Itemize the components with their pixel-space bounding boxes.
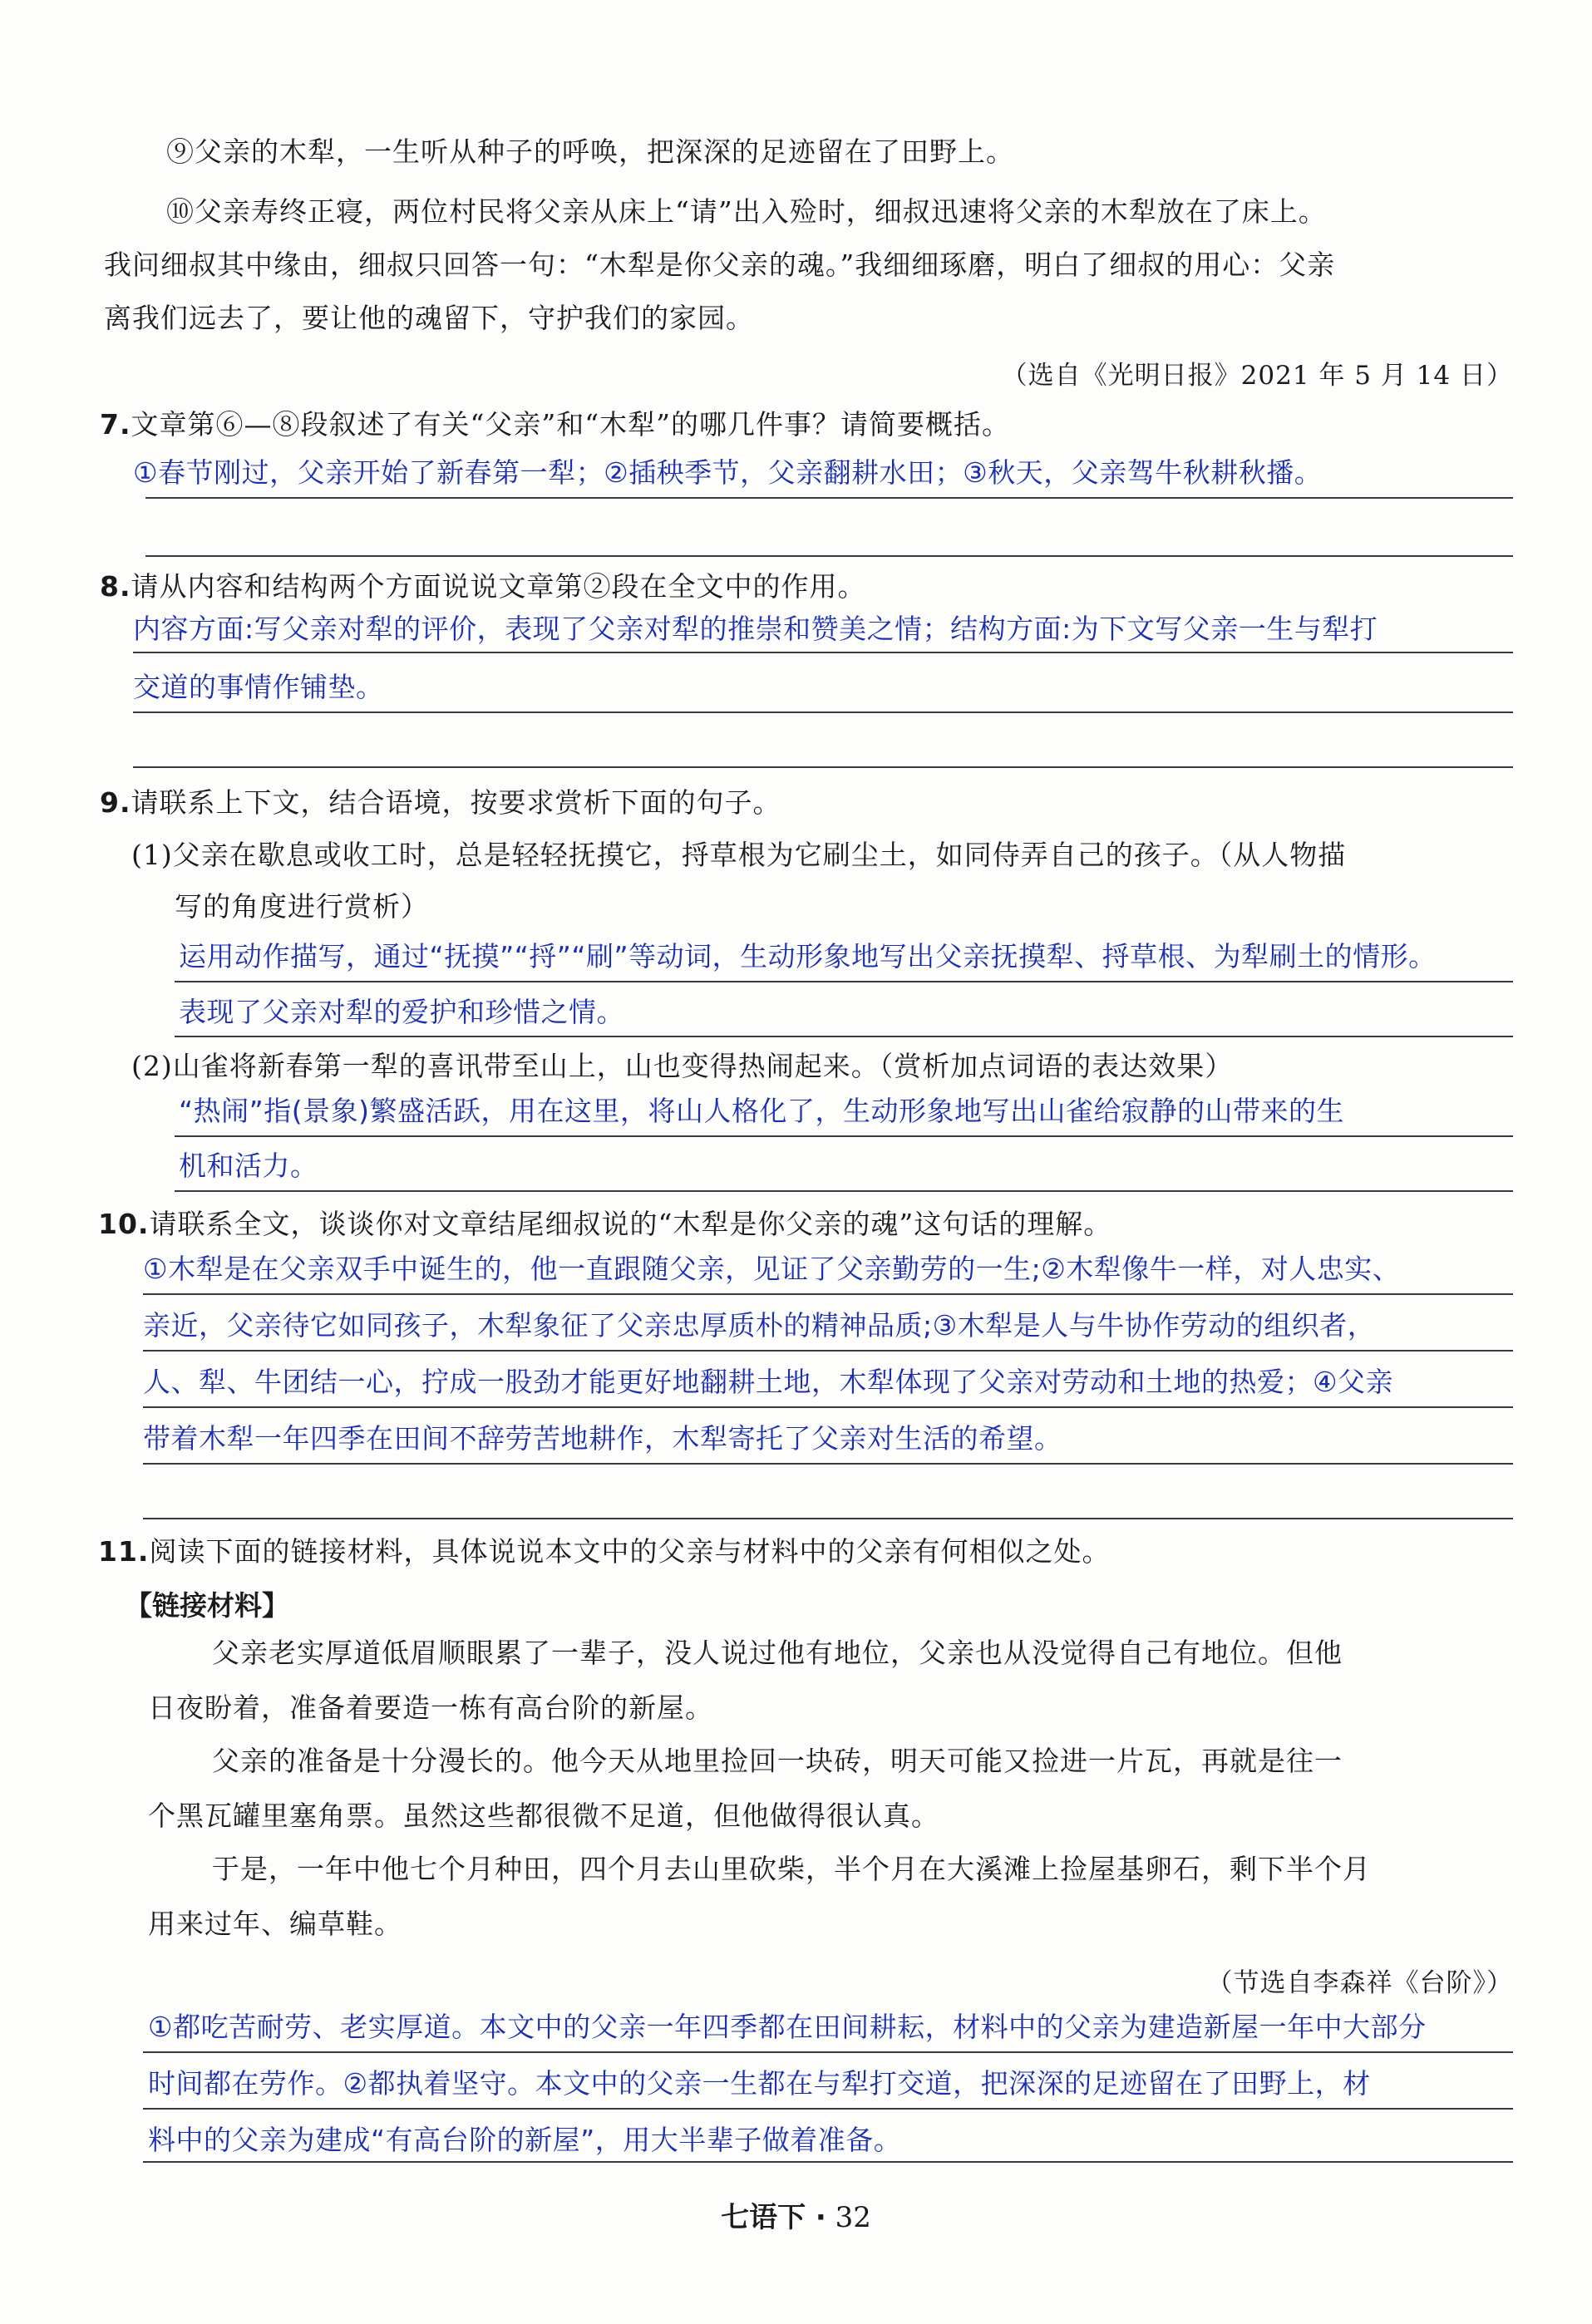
question-7 xyxy=(100,407,1010,442)
answer-rule xyxy=(143,1406,1513,1408)
page-footer xyxy=(0,2194,1592,2235)
question-text: 阅读下面的链接材料，具体说说本文中的父亲与材料中的父亲有何相似之处。 xyxy=(149,1535,1111,1568)
passage-paragraph-10-line3: 离我们远去了，要让他的魂留下，守护我们的家园。 xyxy=(104,302,754,334)
answer-rule xyxy=(133,652,1513,653)
material-source: （节选自李森祥《台阶》） xyxy=(1206,1968,1513,1998)
question-number: 11. xyxy=(98,1535,150,1568)
page-number: 32 xyxy=(835,2201,871,2234)
question-10 xyxy=(98,1207,1111,1242)
answer-line: 内容方面:写父亲对犁的评价，表现了父亲对犁的推崇和赞美之情；结构方面:为下文写父亲一生与犁打 xyxy=(133,613,1378,645)
passage-source: （选自《光明日报》2021 年 5 月 14 日） xyxy=(1001,361,1513,391)
answer-line: ①木犁是在父亲双手中诞生的，他一直跟随父亲，见证了父亲勤劳的一生;②木犁像牛一样，对人忠实、 xyxy=(143,1253,1401,1285)
answer-rule xyxy=(143,1293,1513,1295)
answer-rule xyxy=(145,497,1513,499)
question-number: 9. xyxy=(100,786,131,819)
answer-line: “热闹”指(景象)繁盛活跃，用在这里，将山人格化了，生动形象地写出山雀给寂静的山带来的生 xyxy=(179,1095,1344,1127)
material-line: 用来过年、编草鞋。 xyxy=(148,1908,402,1940)
answer-line: 运用动作描写，通过“抚摸”“捋”“刷”等动词，生动形象地写出父亲抚摸犁、捋草根、为犁刷土的情形。 xyxy=(179,940,1437,972)
answer-rule xyxy=(143,1350,1513,1352)
question-9-sub1-line2: 写的角度进行赏析） xyxy=(175,890,429,923)
material-line: 父亲的准备是十分漫长的。他今天从地里捡回一块砖，明天可能又捡进一片瓦，再就是往一 xyxy=(212,1745,1343,1777)
material-line: 于是，一年中他七个月种田，四个月去山里砍柴，半个月在大溪滩上捡屋基卵石，剩下半个月 xyxy=(212,1853,1371,1885)
answer-line: 料中的父亲为建成“有高台阶的新屋”，用大半辈子做着准备。 xyxy=(148,2124,902,2156)
answer-line: ①春节刚过，父亲开始了新春第一犁；②插秧季节，父亲翻耕水田；③秋天，父亲驾牛秋耕秋播。 xyxy=(133,456,1323,489)
question-text: 请联系全文，谈谈你对文章结尾细叔说的“木犁是你父亲的魂”这句话的理解。 xyxy=(149,1208,1112,1240)
answer-line: ①都吃苦耐劳、老实厚道。本文中的父亲一年四季都在田间耕耘，材料中的父亲为建造新屋一年中大部分 xyxy=(148,2011,1427,2043)
answer-line: 人、犁、牛团结一心，拧成一股劲才能更好地翻耕土地，木犁体现了父亲对劳动和土地的热爱；④父亲 xyxy=(143,1366,1394,1398)
question-9 xyxy=(100,785,781,820)
answer-rule xyxy=(175,1135,1513,1137)
answer-rule xyxy=(143,1463,1513,1465)
answer-rule xyxy=(143,2051,1513,2053)
passage-paragraph-10-line2: 我问细叔其中缘由，细叔只回答一句：“木犁是你父亲的魂。”我细细琢磨，明白了细叔的用心：父亲 xyxy=(104,249,1336,281)
book-label: 七语下 · xyxy=(721,2201,826,2234)
answer-rule xyxy=(133,711,1513,713)
answer-rule xyxy=(175,981,1513,982)
answer-line: 亲近，父亲待它如同孩子，木犁象征了父亲忠厚质朴的精神品质;③木犁是人与牛协作劳动的组织者， xyxy=(143,1309,1376,1342)
material-line: 个黑瓦罐里塞角票。虽然这些都很微不足道，但他做得很认真。 xyxy=(148,1800,939,1832)
question-text: 文章第⑥—⑧段叙述了有关“父亲”和“木犁”的哪几件事？请简要概括。 xyxy=(131,408,1010,441)
question-9-sub1-line1: (1)父亲在歇息或收工时，总是轻轻抚摸它，捋草根为它刷尘土，如同侍弄自己的孩子。（从人物描 xyxy=(131,839,1347,871)
question-text: 请联系上下文，结合语境，按要求赏析下面的句子。 xyxy=(131,786,781,819)
answer-line: 表现了父亲对犁的爱护和珍惜之情。 xyxy=(179,996,624,1028)
question-number: 7. xyxy=(100,408,131,441)
material-line: 日夜盼着，准备着要造一栋有高台阶的新屋。 xyxy=(148,1691,713,1724)
question-11 xyxy=(98,1534,1110,1569)
answer-line: 时间都在劳作。②都执着坚守。本文中的父亲一生都在与犁打交道，把深深的足迹留在了田野上，材 xyxy=(148,2067,1371,2100)
material-line: 父亲老实厚道低眉顺眼累了一辈子，没人说过他有地位，父亲也从没觉得自己有地位。但他 xyxy=(212,1637,1343,1669)
question-8 xyxy=(100,569,866,604)
answer-rule xyxy=(175,1190,1513,1192)
passage-paragraph-10-line1: ⑩父亲寿终正寝，两位村民将父亲从床上“请”出入殓时，细叔迅速将父亲的木犁放在了床上。 xyxy=(166,195,1327,228)
answer-rule xyxy=(143,1518,1513,1519)
material-heading: 【链接材料】 xyxy=(125,1589,289,1622)
answer-rule xyxy=(175,1036,1513,1037)
answer-line: 机和活力。 xyxy=(179,1150,318,1182)
answer-rule xyxy=(143,2108,1513,2110)
question-text: 请从内容和结构两个方面说说文章第②段在全文中的作用。 xyxy=(131,570,866,603)
question-number: 10. xyxy=(98,1208,150,1240)
question-number: 8. xyxy=(100,570,131,603)
answer-rule xyxy=(133,766,1513,768)
passage-paragraph-9: ⑨父亲的木犁，一生听从种子的呼唤，把深深的足迹留在了田野上。 xyxy=(166,135,1014,168)
answer-line: 带着木犁一年四季在田间不辞劳苦地耕作，木犁寄托了父亲对生活的希望。 xyxy=(143,1422,1062,1455)
question-9-sub2-line1: (2)山雀将新春第一犁的喜讯带至山上，山也变得热闹起来。（赏析加点词语的表达效果） xyxy=(131,1050,1234,1082)
answer-rule xyxy=(145,555,1513,557)
answer-rule xyxy=(143,2161,1513,2163)
answer-line: 交道的事情作铺垫。 xyxy=(133,671,384,703)
